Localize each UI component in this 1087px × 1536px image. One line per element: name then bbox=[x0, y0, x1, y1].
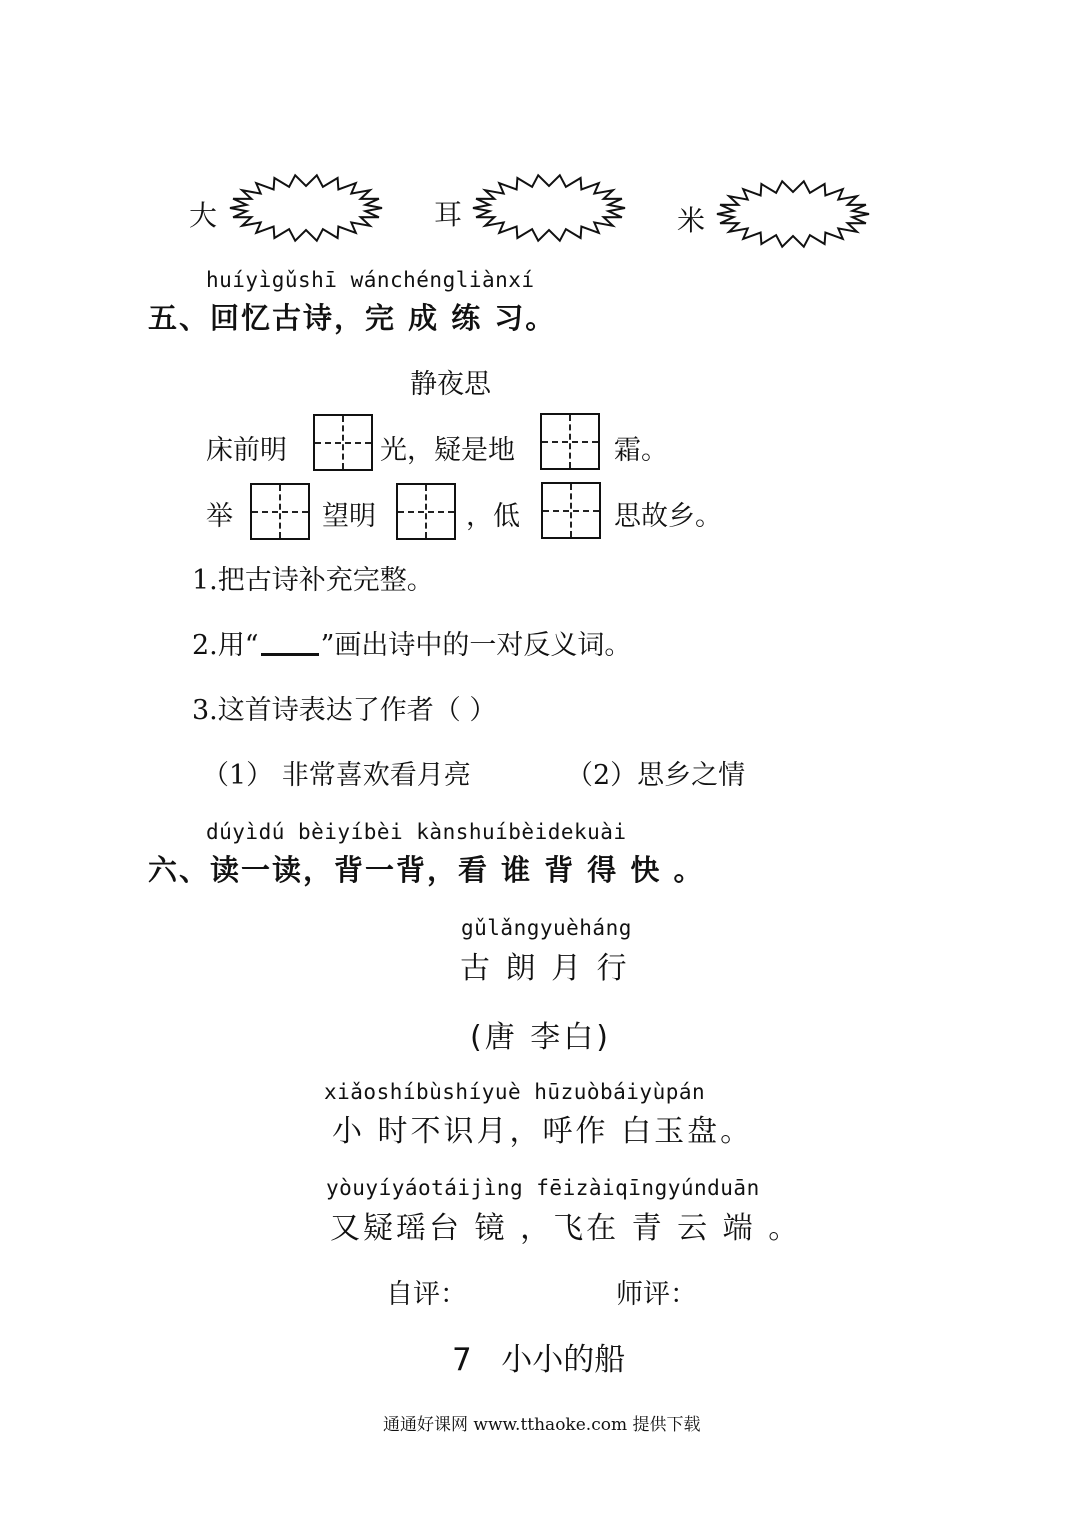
option-1[interactable]: （1） 非常喜欢看月亮 bbox=[202, 760, 471, 791]
poem2-title: 古 朗 月 行 bbox=[460, 951, 630, 986]
fill-in-grid-box-3[interactable] bbox=[250, 483, 310, 540]
question-3: 3.这首诗表达了作者（ ） bbox=[192, 695, 497, 726]
char-da: 大 bbox=[189, 199, 218, 232]
question-2-prefix: 2.用“ bbox=[192, 630, 259, 661]
poem-line1-part-b: 光，疑是地 bbox=[380, 435, 515, 466]
footer-credit: 通通好课网 www.tthaoke.com 提供下载 bbox=[383, 1415, 701, 1435]
poem-title: 静夜思 bbox=[410, 369, 491, 400]
starburst-oval-3 bbox=[713, 178, 873, 250]
poem-line2-part-a: 举 bbox=[206, 501, 233, 532]
poem-line2-part-b: 望明 bbox=[322, 501, 376, 532]
fill-in-grid-box-1[interactable] bbox=[313, 414, 373, 471]
option-2[interactable]: （2）思乡之情 bbox=[566, 760, 746, 791]
poem2-author: (唐 李白) bbox=[470, 1020, 611, 1055]
self-evaluation-label: 自评： bbox=[386, 1279, 467, 1310]
question-2-suffix: ”画出诗中的一对反义词。 bbox=[320, 630, 632, 661]
starburst-oval-2 bbox=[469, 172, 629, 244]
next-lesson-title: 7 小小的船 bbox=[452, 1342, 626, 1378]
section5-pinyin: huíyìgǔshī wánchéngliànxí bbox=[206, 268, 535, 292]
poem2-line1: 小 时不识月，呼作 白玉盘。 bbox=[332, 1114, 754, 1149]
poem2-line2: 又疑瑶台 镜 ，飞在 青 云 端 。 bbox=[330, 1211, 802, 1246]
poem-line2-part-c: ，低 bbox=[466, 501, 520, 532]
poem-line1-part-c: 霜。 bbox=[614, 435, 668, 466]
teacher-evaluation-label: 师评： bbox=[616, 1279, 697, 1310]
poem2-line2-pinyin: yòuyíyáotáijìng fēizàiqīngyúnduān bbox=[326, 1176, 760, 1200]
poem2-title-pinyin: gǔlǎngyuèháng bbox=[461, 916, 632, 940]
question-2 bbox=[192, 623, 631, 662]
poem-line1-part-a: 床前明 bbox=[206, 435, 287, 466]
fill-in-grid-box-4[interactable] bbox=[396, 483, 456, 540]
underline-sample bbox=[261, 653, 319, 656]
fill-in-grid-box-5[interactable] bbox=[541, 482, 601, 539]
char-mi: 米 bbox=[677, 204, 706, 237]
fill-in-grid-box-2[interactable] bbox=[540, 413, 600, 470]
poem2-line1-pinyin: xiǎoshíbùshíyuè hūzuòbáiyùpán bbox=[324, 1080, 706, 1104]
char-er: 耳 bbox=[434, 198, 463, 231]
section6-pinyin: dúyìdú bèiyíbèi kànshuíbèidekuài bbox=[206, 820, 627, 844]
poem-line2-part-d: 思故乡。 bbox=[614, 501, 722, 532]
section5-heading: 五、回忆古诗，完 成 练 习。 bbox=[148, 301, 557, 335]
starburst-oval-1 bbox=[226, 172, 386, 244]
section6-heading: 六、读一读，背一背，看 谁 背 得 快 。 bbox=[148, 853, 705, 887]
question-1: 1.把古诗补充完整。 bbox=[192, 565, 434, 596]
